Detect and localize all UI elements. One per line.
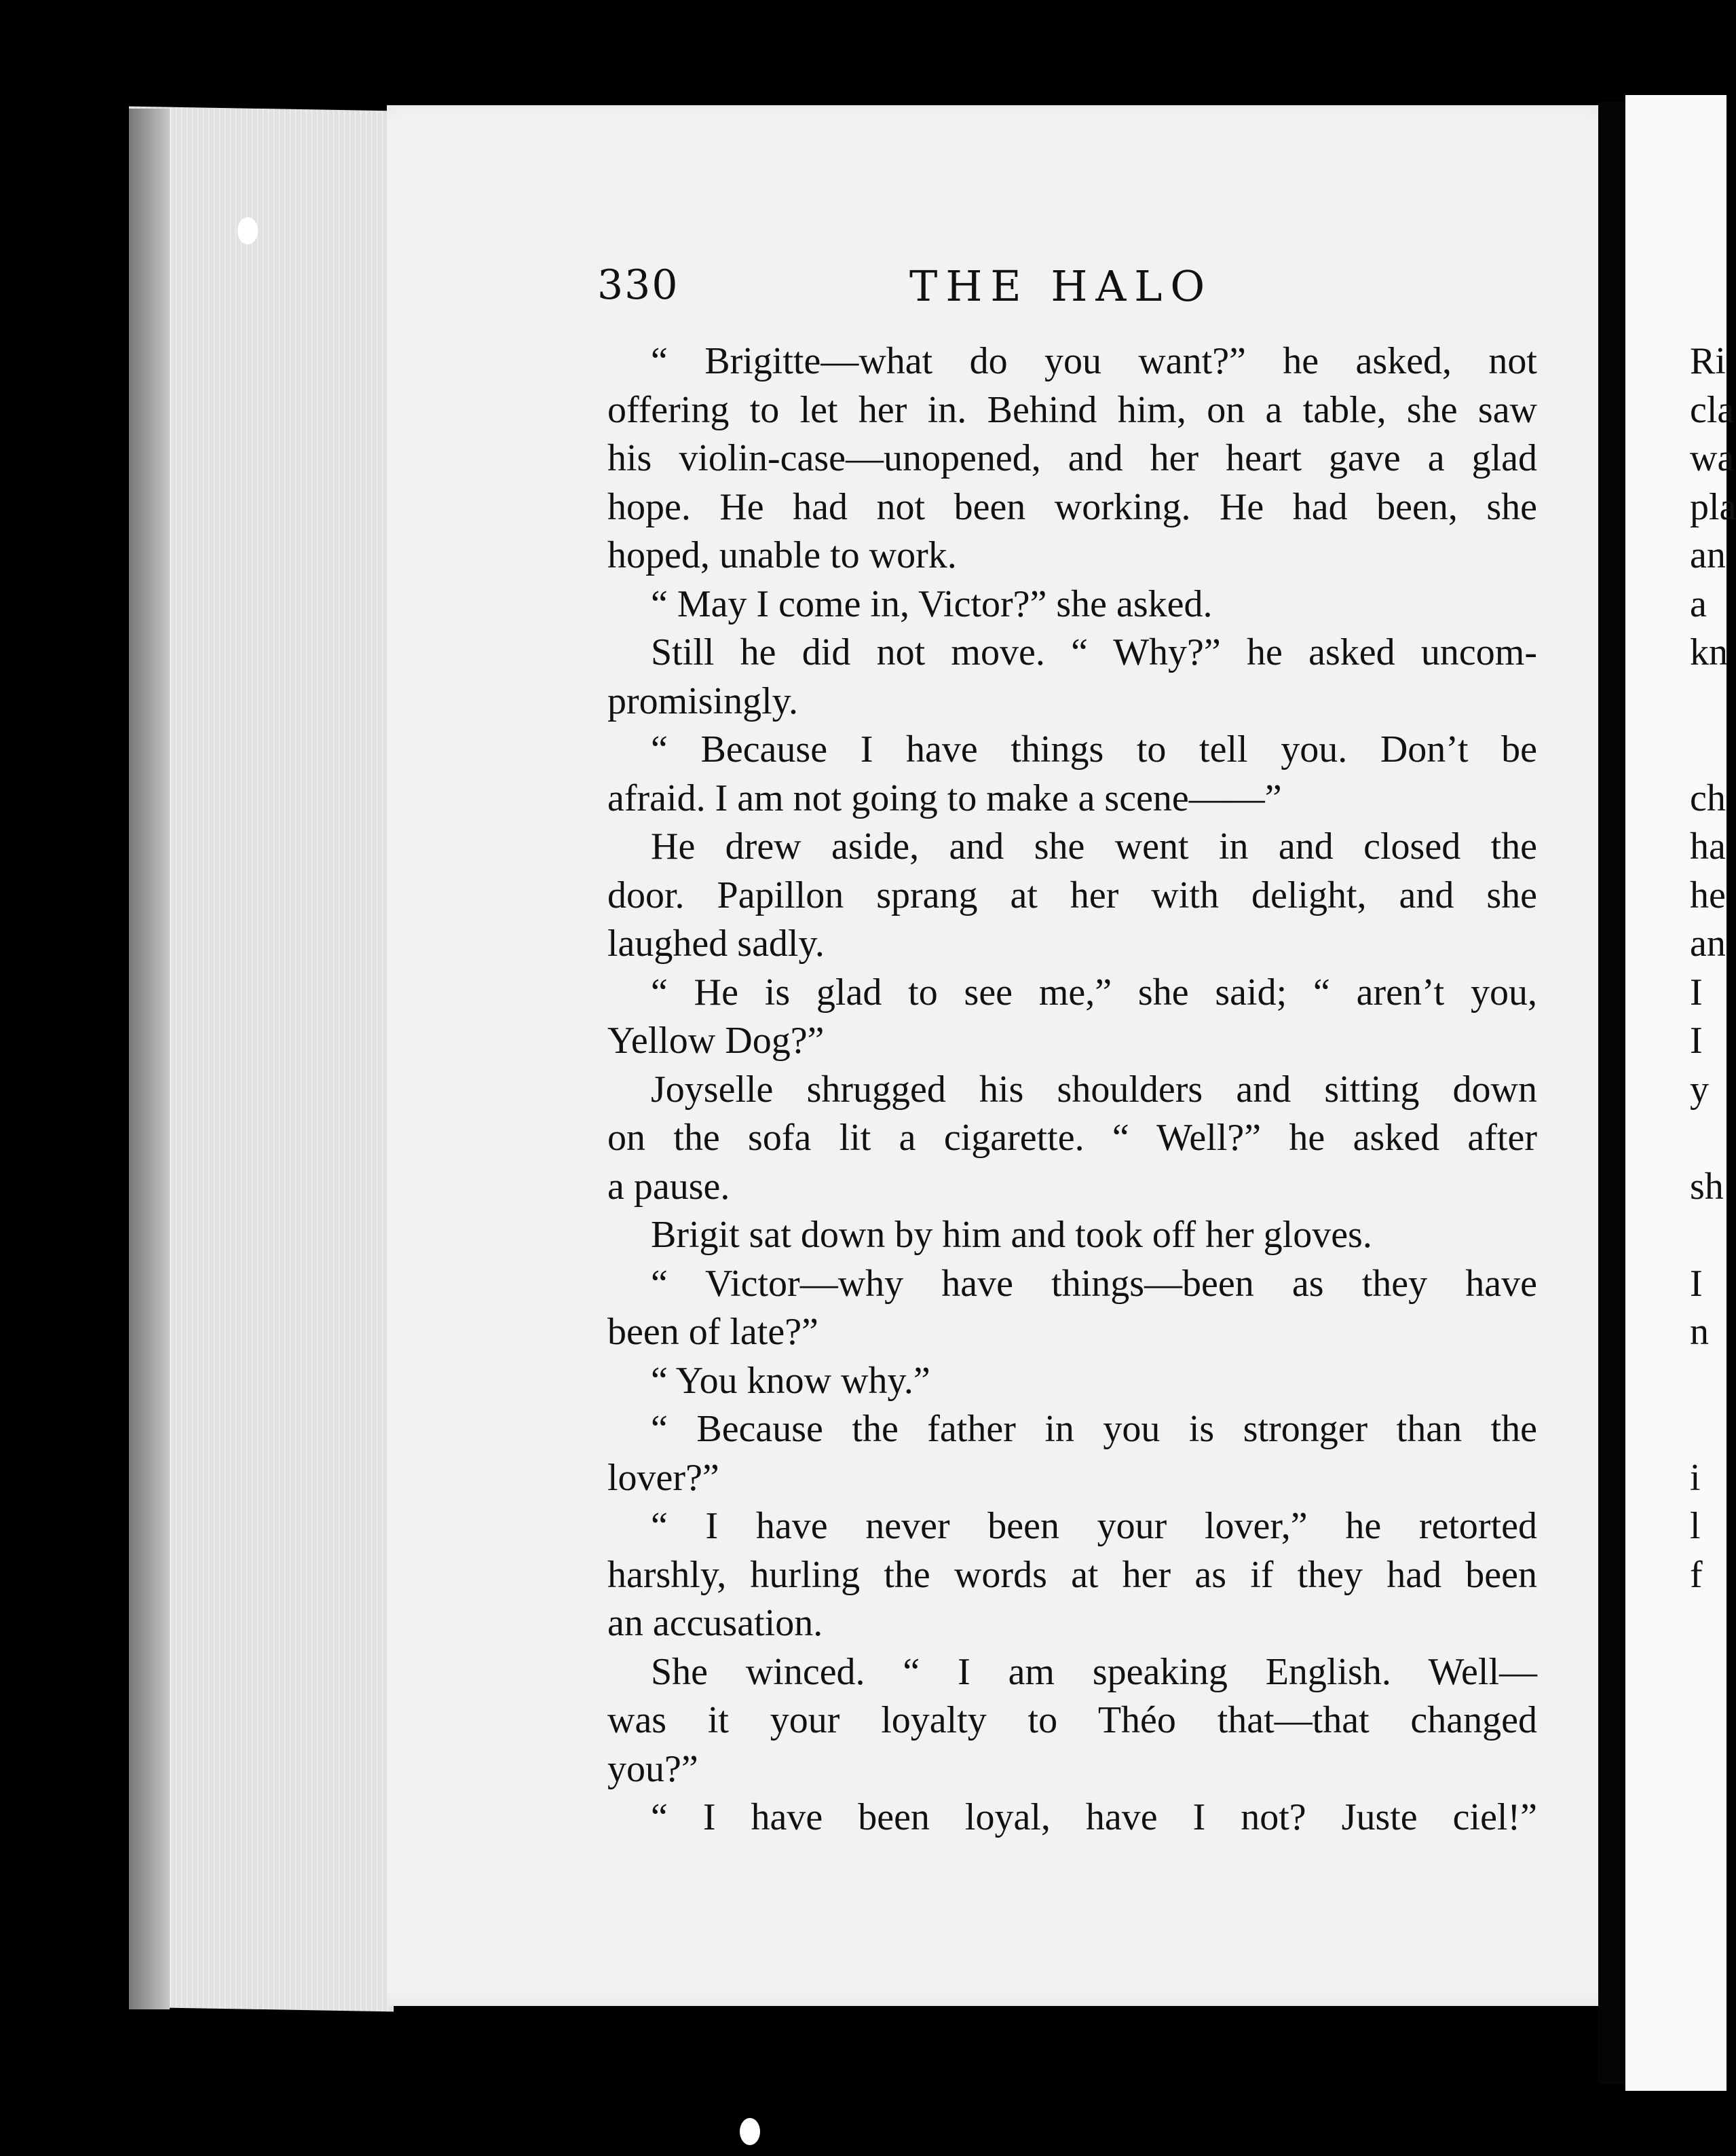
facing-page-fragment: an [1690, 534, 1726, 576]
facing-page-fragment: i [1690, 1456, 1701, 1499]
text-line: Brigit sat down by him and took off her gloves. [651, 1214, 1372, 1256]
text-line: door. Papillon sprang at her with delight, and she [607, 874, 1537, 916]
facing-page-fragment [1690, 1357, 1736, 1406]
facing-page-fragment: I [1690, 971, 1703, 1014]
scan-speck [238, 217, 258, 244]
text-line: afraid. I am not going to make a scene——” [607, 777, 1282, 819]
text-line: on the sofa lit a cigarette. “ Well?” he asked after [607, 1117, 1537, 1159]
facing-page-fragment: I [1690, 1020, 1703, 1062]
text-line: offering to let her in. Behind him, on a table, she saw [607, 388, 1537, 431]
text-line: hope. He had not been working. He had been, she [607, 485, 1537, 528]
facing-page-fragment: pla [1690, 485, 1736, 528]
facing-page-fragment: y [1690, 1068, 1709, 1111]
text-line: She winced. “ I am speaking English. Well— [651, 1650, 1537, 1693]
text-line: He drew aside, and she went in and closed the [651, 825, 1537, 868]
facing-page-fragment: sh [1690, 1165, 1724, 1208]
page-number: 330 [597, 261, 679, 309]
facing-page-fragment: he [1690, 874, 1726, 916]
facing-page-fragment [1690, 1114, 1736, 1163]
text-line: his violin-case—unopened, and her heart gave a glad [607, 437, 1537, 479]
text-line: “ He is glad to see me,” she said; “ aren’t you, [651, 971, 1537, 1014]
facing-page-fragment: I [1690, 1262, 1703, 1305]
scan-speck [740, 2118, 760, 2145]
body-text [607, 337, 1537, 1842]
text-line: lover?” [607, 1456, 719, 1499]
text-line: been of late?” [607, 1311, 818, 1353]
text-line: Yellow Dog?” [607, 1020, 825, 1062]
facing-page-fragment: ch [1690, 777, 1726, 819]
text-line: “ I have never been your lover,” he retorted [651, 1505, 1537, 1547]
facing-page-fragment [1690, 1211, 1736, 1260]
facing-page-fragment [1690, 1405, 1736, 1454]
running-title: THE HALO [909, 261, 1213, 311]
facing-page-fragment: cla [1690, 388, 1735, 431]
facing-page-fragment: kn [1690, 631, 1728, 673]
text-line: “ I have been loyal, have I not? Juste ciel!” [651, 1796, 1537, 1838]
text-line: you?” [607, 1747, 698, 1790]
gutter-shadow [1598, 102, 1625, 2084]
facing-page-fragment: l [1690, 1505, 1701, 1547]
text-line: “ Victor—why have things—been as they have [651, 1262, 1537, 1305]
text-line: “ May I come in, Victor?” she asked. [651, 582, 1213, 625]
facing-page-fragment: f [1690, 1553, 1703, 1596]
text-line: promisingly. [607, 680, 799, 722]
running-head [597, 261, 1547, 316]
facing-page-fragment [1690, 726, 1736, 775]
text-line: “ You know why.” [651, 1359, 930, 1402]
text-line: “ Brigitte—what do you want?” he asked, not [651, 340, 1537, 382]
text-line: “ Because I have things to tell you. Don’t be [651, 728, 1537, 770]
facing-page-fragment: an [1690, 923, 1726, 965]
text-line: a pause. [607, 1165, 730, 1208]
text-line: Joyselle shrugged his shoulders and sitting down [651, 1068, 1537, 1111]
facing-page-fragment [1690, 677, 1736, 726]
text-line: was it your loyalty to Théo that—that changed [607, 1699, 1537, 1741]
text-line: “ Because the father in you is stronger than the [651, 1408, 1537, 1450]
facing-page-text [1690, 337, 1736, 1599]
facing-page-fragment: wa [1690, 437, 1735, 479]
page-edges-shadow [129, 109, 170, 2009]
text-line: an accusation. [607, 1602, 823, 1644]
facing-page-fragment: Ri [1690, 340, 1726, 382]
text-line: Still he did not move. “ Why?” he asked uncom- [651, 631, 1537, 673]
text-line: harshly, hurling the words at her as if they had been [607, 1553, 1537, 1596]
facing-page-fragment: a [1690, 582, 1707, 625]
facing-page-fragment: ha [1690, 825, 1726, 868]
facing-page-fragment: n [1690, 1311, 1709, 1353]
text-line: laughed sadly. [607, 923, 825, 965]
text-line: hoped, unable to work. [607, 534, 957, 576]
